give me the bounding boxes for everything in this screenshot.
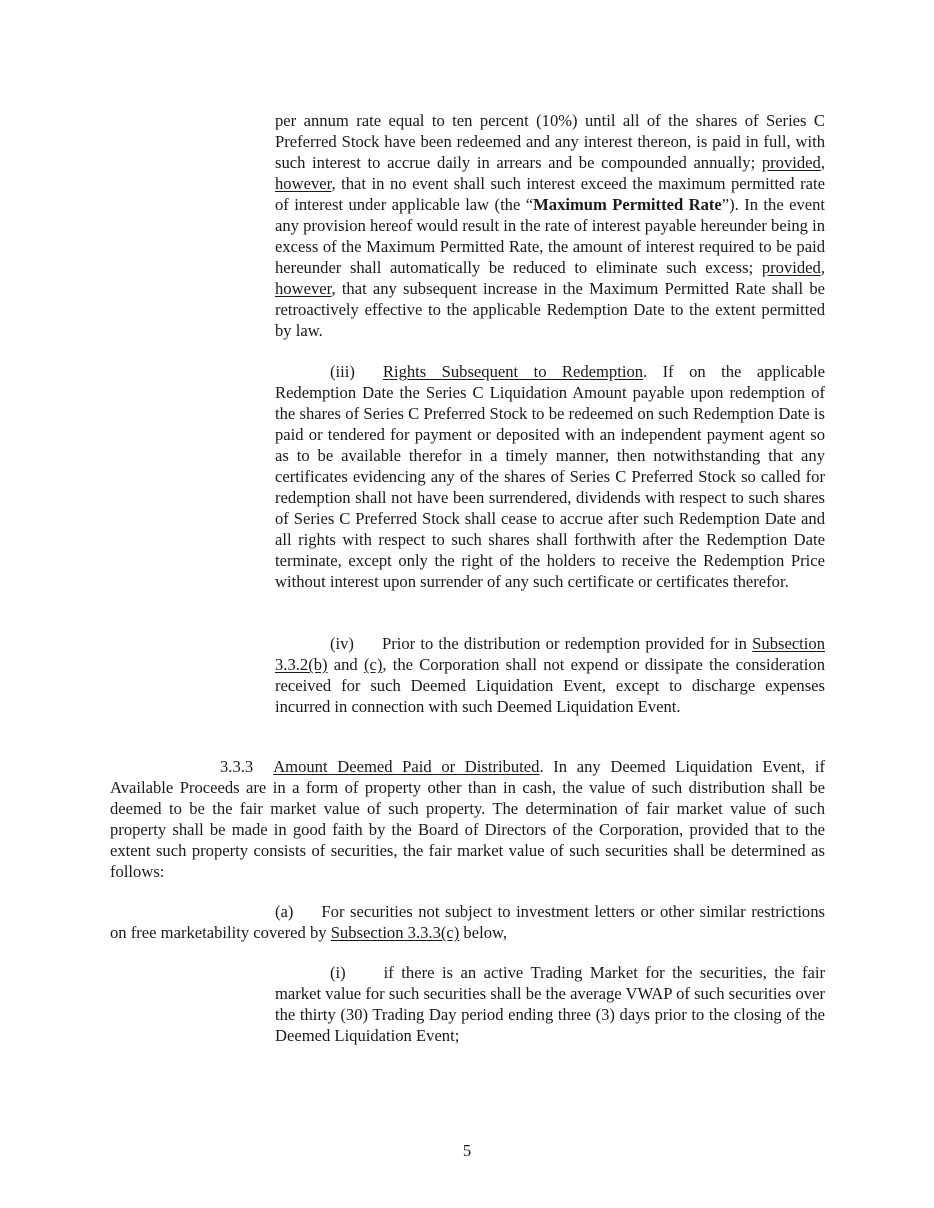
defined-term-maximum-permitted-rate: Maximum Permitted Rate [533, 195, 722, 214]
section-heading: Amount Deemed Paid or Distributed [273, 757, 540, 776]
subsection-a [110, 901, 825, 943]
text: , that in no event shall such interest exceed the maximum permitted rate of interest under applicable law (the “ [275, 174, 825, 214]
paragraph-interest-rate [275, 110, 825, 341]
text: . If on the applicable Redemption Date the Series C Liquidation Amount payable upon redemption of the shares of Series C Preferred Stock to be redeemed on such Redemption Date is paid or tendered for payment or deposited with an independent payment agent so as to be available therefor in a timely manner, then notwithstanding that any certificates evidencing any of the shares of Series C Preferred Stock so called for redemption shall not have been surrendered, dividends with respect to such shares of Series C Preferred Stock shall cease to accrue after such Redemption Date and all rights with respect to such shares shall forthwith after the Redemption Date terminate, except only the right of the holders to receive the Redemption Price without interest upon surrender of any such certificate or certificates therefor. [275, 362, 825, 591]
however-term: however [275, 174, 332, 193]
cross-reference: Subsection 3.3.2(b) [275, 634, 825, 674]
text: , [820, 258, 825, 277]
clause-heading: Rights Subsequent to Redemption [382, 362, 644, 381]
text: Prior to the distribution or redemption provided for in [381, 634, 753, 653]
text: per annum rate equal to ten percent (10%) until all of the shares of Series C Preferred Stock have been redeemed and any interest thereon, is paid in full, with such interest to accrue daily in arrears and be compounded annually; [275, 111, 825, 172]
subsection-i-trading-market [275, 962, 825, 1046]
cross-reference: Subsection 3.3.3(c) [330, 923, 460, 942]
text: if there is an active Trading Market for the securities, the fair market value for such securities shall be the average VWAP of such securities over the thirty (30) Trading Day period ending three (3) days prior to the closing of the Deemed Liquidation Event; [275, 963, 825, 1045]
text: . In any Deemed Liquidation Event, if Available Proceeds are in a form of property other than in cash, the value of such distribution shall be deemed to be the fair market value of such property. The determination of fair market value of such property shall be made in good faith by the Board of Directors of the Corporation, provided that to the extent such property consists of securities, the fair market value of such securities shall be determined as follows: [110, 757, 825, 881]
provided-term: provided [761, 258, 821, 277]
text: , that any subsequent increase in the Maximum Permitted Rate shall be retroactively effective to the applicable Redemption Date to the extent permitted by law. [275, 279, 825, 340]
text: and [327, 655, 364, 674]
page-number: 5 [462, 1141, 472, 1160]
text: , the Corporation shall not expend or dissipate the consideration received for such Deemed Liquidation Event, except to discharge expenses incurred in connection with such Deemed Liquidation Event. [275, 655, 825, 716]
clause-number: (iv) [330, 634, 354, 653]
paragraph-rights-subsequent-to-redemption [275, 361, 825, 592]
however-term: however [275, 279, 332, 298]
provided-term: provided [761, 153, 821, 172]
paragraph-prior-to-distribution [275, 633, 825, 717]
section-number: 3.3.3 [220, 757, 254, 776]
clause-number: (a) [275, 902, 294, 921]
section-3-3-3 [110, 756, 825, 882]
clause-number: (iii) [330, 362, 355, 381]
text: For securities not subject to investment letters or other similar restrictions on free marketability covered by [110, 902, 825, 942]
clause-number: (i) [330, 963, 346, 982]
text: ”). In the event any provision hereof would result in the rate of interest payable hereunder being in excess of the Maximum Permitted Rate, the amount of interest required to be paid hereunder shall automatically be reduced to eliminate such excess; [275, 195, 826, 277]
text: , [820, 153, 825, 172]
text: below, [459, 923, 508, 942]
cross-reference: (c) [363, 655, 383, 674]
